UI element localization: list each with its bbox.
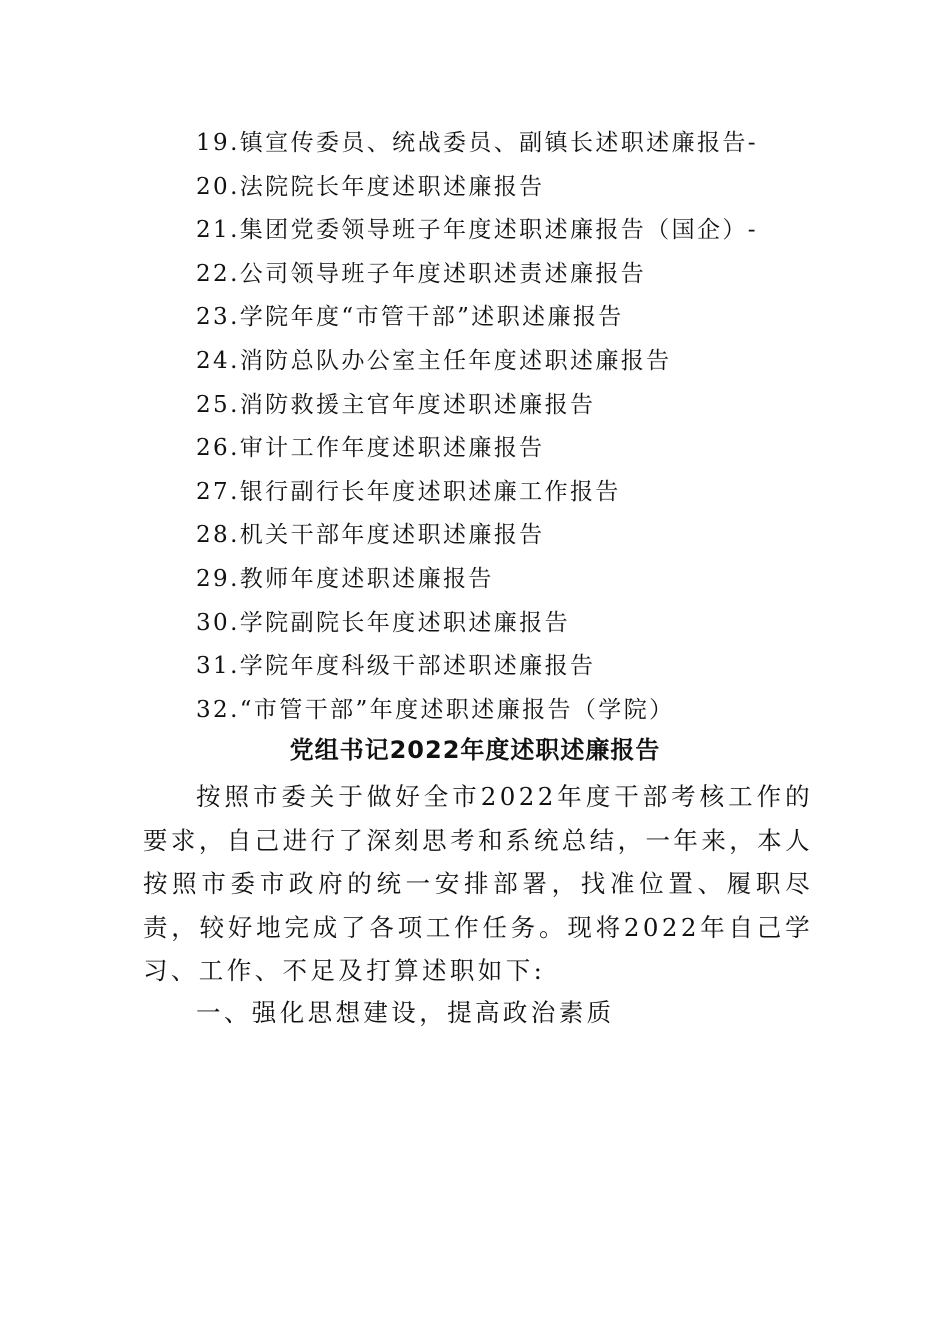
toc-item[interactable]: 25.消防救援主官年度述职述廉报告 bbox=[196, 391, 596, 418]
toc-item[interactable]: 32.“市管干部”年度述职述廉报告（学院） bbox=[196, 696, 675, 723]
toc-item[interactable]: 20.法院院长年度述职述廉报告 bbox=[196, 173, 545, 200]
toc-item[interactable]: 22.公司领导班子年度述职述责述廉报告 bbox=[196, 260, 647, 287]
intro-paragraph: 按照市委关于做好全市2022年度干部考核工作的要求，自己进行了深刻思考和系统总结，一年来，本人按照市委市政府的统一安排部署，找准位置、履职尽责，较好地完成了各项工作任务。现将2022年自己学习、工作、不足及打算述职如下: bbox=[143, 782, 813, 985]
toc-item[interactable]: 24.消防总队办公室主任年度述职述廉报告 bbox=[196, 347, 672, 374]
article-title: 党组书记2022年度述职述廉报告 bbox=[289, 736, 661, 764]
toc-item[interactable]: 29.教师年度述职述廉报告 bbox=[196, 565, 494, 592]
section-heading: 一、强化思想建设，提高政治素质 bbox=[196, 998, 615, 1027]
toc-item[interactable]: 27.银行副行长年度述职述廉工作报告 bbox=[196, 478, 621, 505]
toc-item[interactable]: 26.审计工作年度述职述廉报告 bbox=[196, 435, 545, 462]
toc-item[interactable]: 23.学院年度“市管干部”述职述廉报告 bbox=[196, 304, 624, 331]
table-of-contents bbox=[196, 122, 758, 732]
toc-item[interactable]: 28.机关干部年度述职述廉报告 bbox=[196, 522, 545, 549]
toc-item[interactable]: 31.学院年度科级干部述职述廉报告 bbox=[196, 653, 596, 680]
toc-item[interactable]: 30.学院副院长年度述职述廉报告 bbox=[196, 609, 570, 636]
toc-item[interactable]: 19.镇宣传委员、统战委员、副镇长述职述廉报告- bbox=[196, 130, 758, 156]
toc-item[interactable]: 21.集团党委领导班子年度述职述廉报告（国企）- bbox=[196, 217, 758, 244]
